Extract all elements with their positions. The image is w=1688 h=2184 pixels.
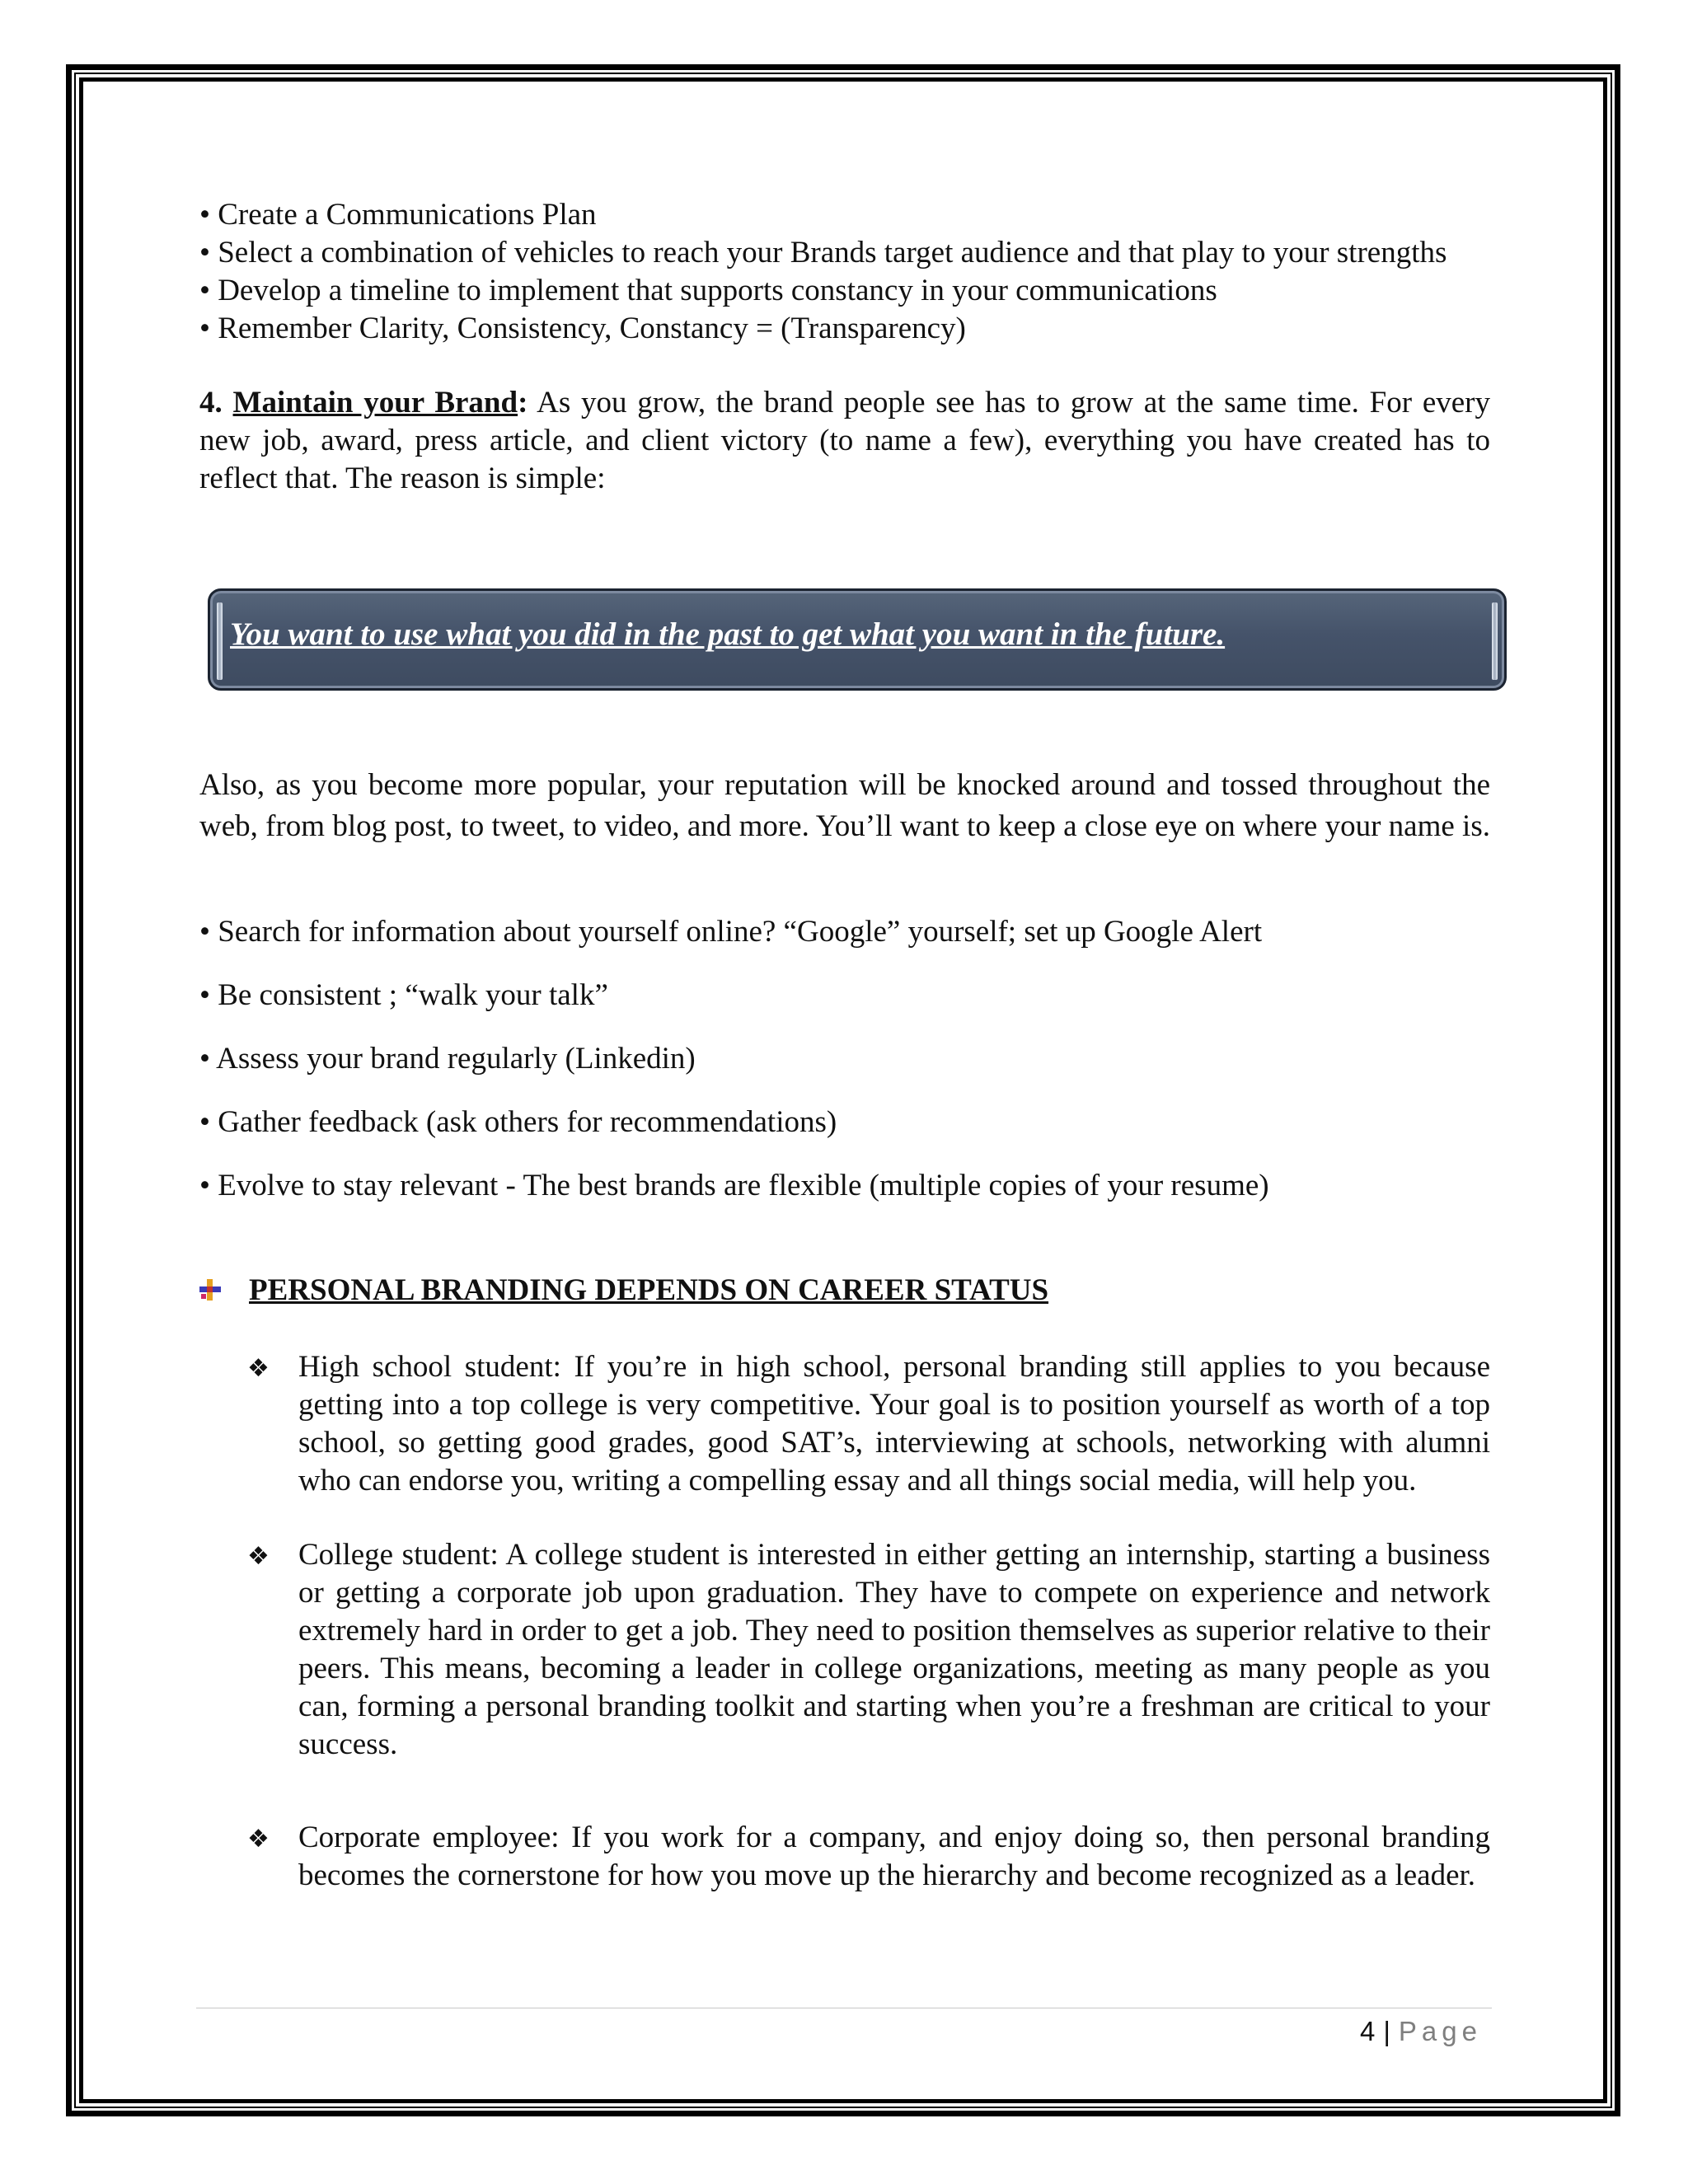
communications-bullets xyxy=(199,196,1490,348)
list-item: • Evolve to stay relevant - The best brands are flexible (multiple copies of your resume) xyxy=(199,1169,1269,1202)
quote-left-bar xyxy=(217,602,223,680)
list-item-college xyxy=(247,1536,1490,1764)
list-item: • Search for information about yourself online? “Google” yourself; set up Google Alert xyxy=(199,915,1263,949)
quote-text: You want to use what you did in the past to get what you want in the future. xyxy=(230,616,1226,652)
corporate-text: Corporate employee: If you work for a company, and enjoy doing so, then personal branding becomes the cornerstone for how you move up the hierarchy and become recognized as a leader. xyxy=(298,1821,1490,1892)
reputation-paragraph: Also, as you become more popular, your reputation will be knocked around and tossed throughout the web, from blog post, to tweet, to video, and more. You’ll want to keep a close eye on where your name is. xyxy=(199,768,1490,843)
section-number: 4. xyxy=(199,386,223,419)
reputation-section xyxy=(199,765,1490,847)
career-status-list xyxy=(247,1348,1490,1895)
list-item: • Select a combination of vehicles to reach your Brands target audience and that play to your strengths xyxy=(199,236,1447,269)
quote-callout-box xyxy=(208,588,1507,691)
maintain-bullets xyxy=(199,913,1490,1230)
page-label: Page xyxy=(1398,2016,1482,2046)
quote-right-bar xyxy=(1492,602,1498,680)
list-item: • Assess your brand regularly (Linkedin) xyxy=(199,1042,696,1076)
list-item-corporate xyxy=(247,1819,1490,1895)
career-status-heading xyxy=(198,1271,1484,1312)
high-school-text: High school student: If you’re in high school, personal branding still applies to you because getting into a top college is very competitive. Your goal is to position yourself as worth of a top school, so getting good grades, good SAT’s, interviewing at schools, networking with alumni who can endorse you, writing a compelling essay and all things social media, will help you. xyxy=(298,1350,1490,1497)
section-colon: : xyxy=(518,386,528,419)
list-item-high-school xyxy=(247,1348,1490,1500)
list-item: • Develop a timeline to implement that supports constancy in your communications xyxy=(199,274,1217,307)
college-text: College student: A college student is interested in either getting an internship, starting a business or getting a corporate job upon graduation. They have to compete on experience and network extremely hard in order to get a job. They need to position themselves as superior relative to their peers. This means, becoming a leader in college organizations, meeting as many people as you can, forming a personal branding toolkit and starting when you’re a freshman are critical to your success. xyxy=(298,1538,1490,1761)
footer-separator: | xyxy=(1383,2016,1390,2046)
diamond-bullet-icon: ❖ xyxy=(247,1354,270,1383)
maintain-brand-paragraph xyxy=(199,384,1490,498)
list-item: • Create a Communications Plan xyxy=(199,198,597,232)
diamond-bullet-icon: ❖ xyxy=(247,1825,270,1854)
section-body: As you grow, the brand people see has to grow at the same time. For every new job, award, press article, and client victory (to name a few), everything you have created has to reflect that. The reason is simple: xyxy=(199,386,1491,495)
diamond-bullet-icon: ❖ xyxy=(247,1542,270,1571)
list-item: • Remember Clarity, Consistency, Constancy = (Transparency) xyxy=(199,312,966,345)
list-item: • Be consistent ; “walk your talk” xyxy=(199,978,608,1012)
page-footer xyxy=(1360,2016,1482,2047)
list-item: • Gather feedback (ask others for recommendations) xyxy=(199,1105,837,1139)
section-title: Maintain your Brand xyxy=(232,386,518,419)
page-number: 4 xyxy=(1359,2016,1376,2046)
heading-text: PERSONAL BRANDING DEPENDS ON CAREER STATUS xyxy=(249,1273,1049,1307)
plus-bullet-icon xyxy=(198,1277,223,1302)
communications-section xyxy=(199,196,1490,498)
